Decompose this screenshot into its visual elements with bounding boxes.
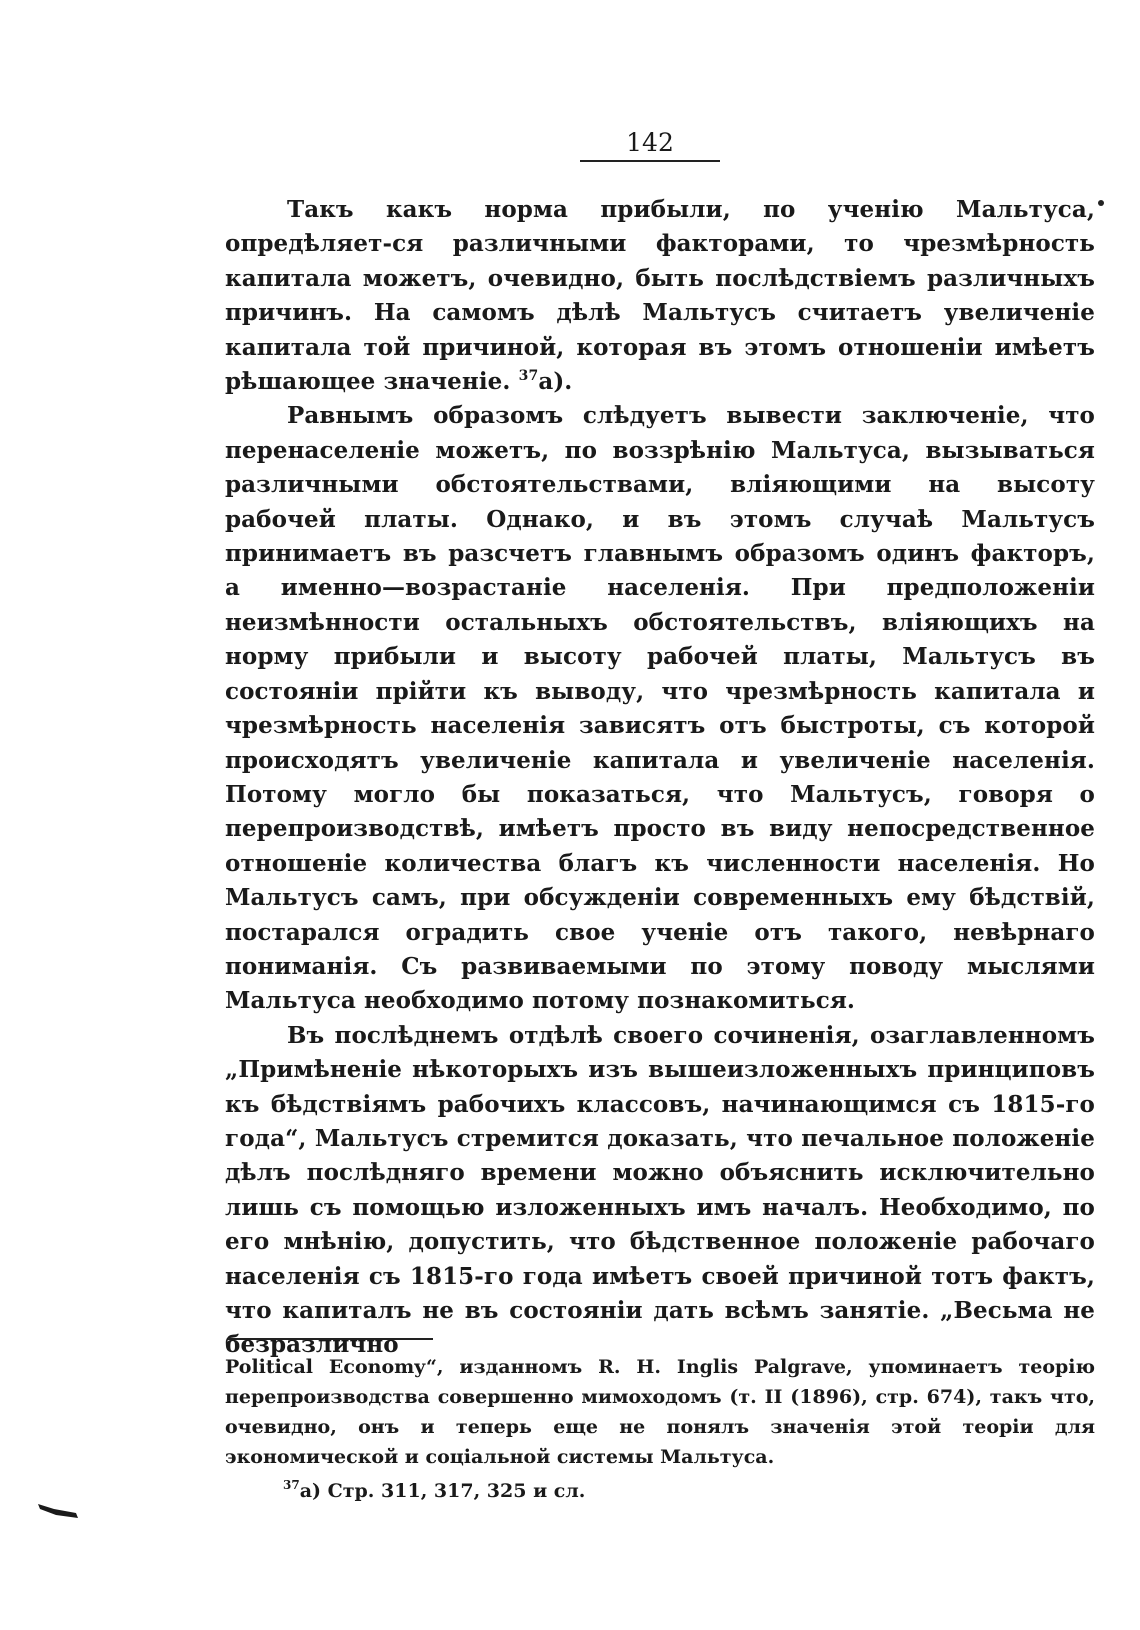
- margin-mark: [1098, 200, 1104, 206]
- page-number: 142: [626, 128, 674, 157]
- footnote-number: 37: [283, 1478, 300, 1492]
- footnotes: [225, 1352, 1095, 1506]
- paragraph-3: Въ послѣднемъ отдѣлѣ своего сочиненія, озаглавленномъ „Примѣненіе нѣкоторыхъ изъ вышеизложенныхъ принциповъ къ бѣдствіямъ рабочихъ классовъ, начинающимся съ 1815-го года“, Мальтусъ стремится доказать, что печальное положеніе дѣлъ послѣдняго времени можно объяснить исключительно лишь съ помощью изложенныхъ имъ началъ. Необходимо, по его мнѣнію, допустить, что бѣдственное положеніе рабочаго населенія съ 1815-го года имѣетъ своей причиной тотъ фактъ, что капиталъ не въ состояніи дать всѣмъ занятіе. „Весьма не безразлично: [225, 1021, 1095, 1359]
- footnote-37a-text: а) Стр. 311, 317, 325 и сл.: [299, 1480, 586, 1502]
- paragraph-1: [225, 193, 1095, 399]
- paragraph-2: Равнымъ образомъ слѣдуетъ вывести заключеніе, что перенаселеніе можетъ, по воззрѣнію Мальтуса, вызываться различными обстоятельствами, вліяющими на высоту рабочей платы. Однако, и въ этомъ случаѣ Мальтусъ принимаетъ въ разсчетъ главнымъ образомъ одинъ факторъ, а именно—возрастаніе населенія. При предположеніи неизмѣнности остальныхъ обстоятельствъ, вліяющихъ на норму прибыли и высоту рабочей платы, Мальтусъ въ состояніи прійти къ выводу, что чрезмѣрность капитала и чрезмѣрность населенія зависятъ отъ быстроты, съ которой происходятъ увеличеніе капитала и увеличеніе населенія. Потому могло бы показаться, что Мальтусъ, говоря о перепроизводствѣ, имѣетъ просто въ виду непосредственное отношеніе количества благъ къ численности населенія. Но Мальтусъ самъ, при обсужденіи современныхъ ему бѣдствій, постарался оградить свое ученіе отъ такого, невѣрнаго пониманія. Съ развиваемыми по этому поводу мыслями Мальтуса необходимо потому познакомиться.: [225, 402, 1095, 1015]
- footnote-continuation: Political Economy“, изданномъ R. H. Inglis Palgrave, упоминаетъ теорію перепроизводства совершенно мимоходомъ (т. II (1896), стр. 674), такъ что, очевидно, онъ и теперь еще не понялъ значенія этой теоріи для экономической и соціальной системы Мальтуса.: [225, 1356, 1095, 1468]
- scan-mark-icon: [36, 1500, 80, 1522]
- page-number-rule: [580, 160, 720, 162]
- footnote-separator: [228, 1338, 433, 1340]
- paragraph-1-tail: а).: [538, 368, 573, 396]
- paragraph-1-text: Такъ какъ норма прибыли, по ученію Мальтуса, опредѣляет-ся различными факторами, то чрезмѣрность капитала можетъ, очевидно, быть послѣдствіемъ различныхъ причинъ. На самомъ дѣлѣ Мальтусъ считаетъ увеличеніе капитала той причиной, которая въ этомъ отношеніи имѣетъ рѣшающее значеніе.: [225, 196, 1095, 396]
- main-text: [225, 193, 1095, 1363]
- footnote-37a: [225, 1476, 1095, 1506]
- footnote-reference: 37: [518, 368, 539, 385]
